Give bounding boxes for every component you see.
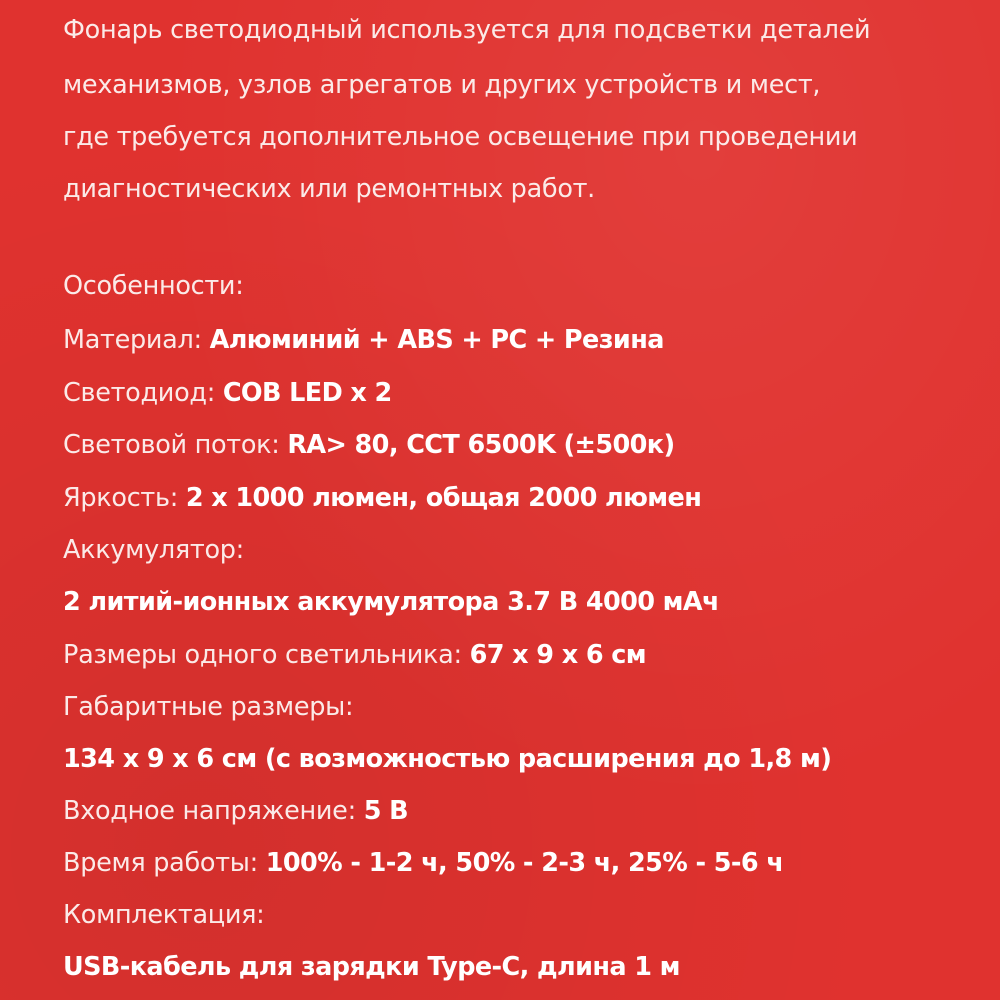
led-row bbox=[63, 378, 392, 408]
overall-size-label: Габаритные размеры: bbox=[63, 692, 354, 722]
description-line-2: механизмов, узлов агрегатов и других устройств и мест, bbox=[63, 70, 821, 100]
runtime-value: 100% - 1-2 ч, 50% - 2-3 ч, 25% - 5-6 ч bbox=[265, 848, 784, 878]
overall-size-value: 134 x 9 x 6 см (с возможностью расширения до 1,8 м) bbox=[63, 744, 832, 774]
flux-value: RA> 80, CCT 6500K (±500к) bbox=[287, 430, 675, 460]
brightness-value: 2 x 1000 люмен, общая 2000 люмен bbox=[185, 483, 702, 513]
single-size-label: Размеры одного светильника: bbox=[63, 640, 470, 670]
features-heading: Особенности: bbox=[63, 271, 244, 301]
description-line-1: Фонарь светодиодный используется для подсветки деталей bbox=[63, 15, 871, 45]
single-size-value: 67 x 9 x 6 см bbox=[469, 640, 647, 670]
runtime-label: Время работы: bbox=[63, 848, 266, 878]
led-label: Светодиод: bbox=[63, 378, 223, 408]
description-line-3: где требуется дополнительное освещение при проведении bbox=[63, 122, 858, 152]
led-value: COB LED x 2 bbox=[222, 378, 392, 408]
flux-row bbox=[63, 430, 675, 460]
battery-value: 2 литий-ионных аккумулятора 3.7 В 4000 мАч bbox=[63, 587, 719, 617]
package-label: Комплектация: bbox=[63, 900, 265, 930]
material-value: Алюминий + ABS + PC + Резина bbox=[209, 325, 664, 355]
flux-label: Световой поток: bbox=[63, 430, 288, 460]
material-row bbox=[63, 325, 664, 355]
material-label: Материал: bbox=[63, 325, 210, 355]
battery-label: Аккумулятор: bbox=[63, 535, 244, 565]
input-voltage-value: 5 В bbox=[363, 796, 408, 826]
package-value: USB-кабель для зарядки Type-C, длина 1 м bbox=[63, 952, 680, 982]
brightness-label: Яркость: bbox=[63, 483, 186, 513]
description-line-4: диагностических или ремонтных работ. bbox=[63, 174, 595, 204]
input-voltage-row bbox=[63, 796, 408, 826]
brightness-row bbox=[63, 483, 702, 513]
runtime-row bbox=[63, 848, 784, 878]
single-size-row bbox=[63, 640, 647, 670]
input-voltage-label: Входное напряжение: bbox=[63, 796, 364, 826]
